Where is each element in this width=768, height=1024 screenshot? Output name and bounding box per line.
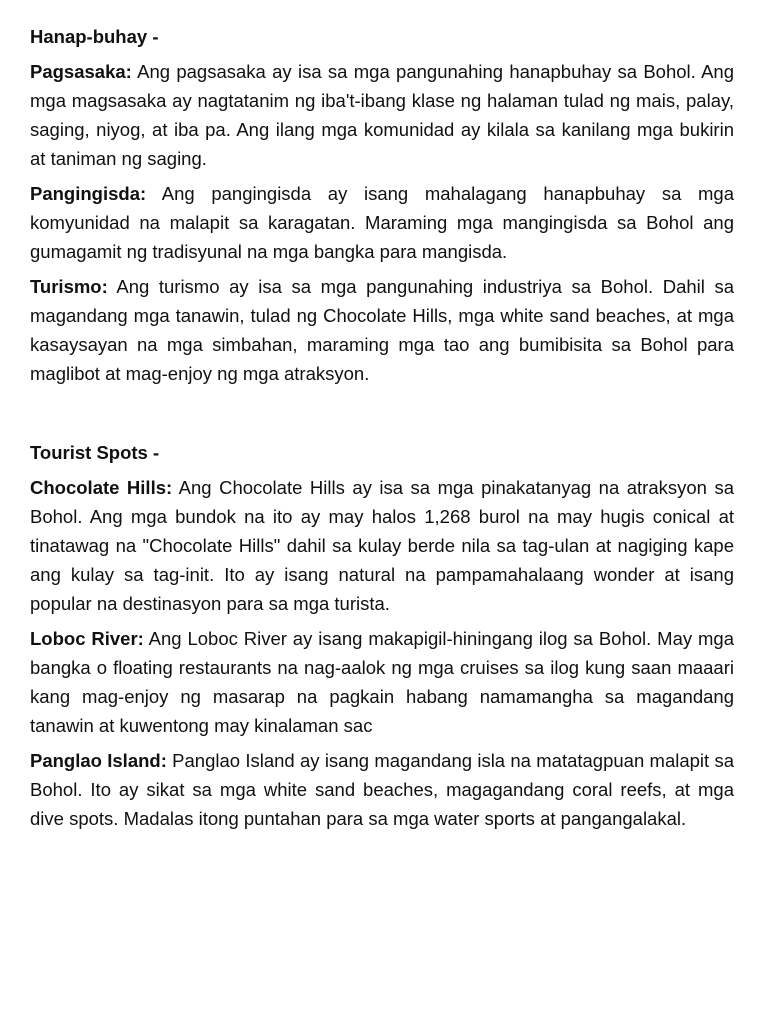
paragraph-term: Pangingisda: [30, 183, 147, 204]
section-tourist-spots [30, 438, 734, 833]
paragraph-term: Chocolate Hills: [30, 477, 173, 498]
section-spacer [30, 394, 734, 438]
paragraph-text: Ang pangingisda ay isang mahalagang hanapbuhay sa mga komyunidad na malapit sa karagatan. Maraming mga mangingisda sa Bohol ang gumagamit ng tradisyunal na mga bangka para mangisda. [30, 183, 734, 262]
section-heading: Hanap-buhay - [30, 26, 159, 47]
paragraph-chocolate-hills [30, 473, 734, 618]
paragraph-text: Panglao Island ay isang magandang isla na matatagpuan malapit sa Bohol. Ito ay sikat sa mga white sand beaches, magagandang coral reefs, at mga dive spots. Madalas itong puntahan para sa mga water sports at pangangalakal. [30, 750, 734, 829]
paragraph-pangingisda [30, 179, 734, 266]
paragraph-term: Pagsasaka: [30, 61, 132, 82]
section-hanap-buhay [30, 22, 734, 388]
paragraph-text: Ang turismo ay isa sa mga pangunahing industriya sa Bohol. Dahil sa magandang mga tanawin, tulad ng Chocolate Hills, mga white sand beaches, at mga kasaysayan na mga simbahan, maraming mga tao ang bumibisita sa Bohol para maglibot at mag-enjoy ng mga atraksyon. [30, 276, 734, 384]
paragraph-text: Ang pagsasaka ay isa sa mga pangunahing hanapbuhay sa Bohol. Ang mga magsasaka ay nagtatanim ng iba't-ibang klase ng halaman tulad ng mais, palay, saging, niyog, at iba pa. Ang ilang mga komunidad ay kilala sa kanilang mga bukirin at taniman ng saging. [30, 61, 734, 169]
paragraph-term: Turismo: [30, 276, 108, 297]
paragraph-term: Panglao Island: [30, 750, 167, 771]
paragraph-term: Loboc River: [30, 628, 144, 649]
document-page [30, 22, 734, 839]
section-heading: Tourist Spots - [30, 442, 160, 463]
paragraph-loboc-river [30, 624, 734, 740]
paragraph-text: Ang Chocolate Hills ay isa sa mga pinakatanyag na atraksyon sa Bohol. Ang mga bundok na ito ay may halos 1,268 burol na may hugis conical at tinatawag na "Chocolate Hills" dahil sa kulay berde nila sa tag-ulan at nagiging kape ang kulay sa tag-init. Ito ay isang natural na pampamahalaang wonder at isang popular na destinasyon para sa mga turista. [30, 477, 734, 614]
paragraph-turismo [30, 272, 734, 388]
paragraph-pagsasaka [30, 57, 734, 173]
paragraph-text: Ang Loboc River ay isang makapigil-hiningang ilog sa Bohol. May mga bangka o floating restaurants na nag-aalok ng mga cruises sa ilog kung saan maaari kang mag-enjoy ng masarap na pagkain habang namamangha sa magandang tanawin at kuwentong may kinalaman sac [30, 628, 734, 736]
paragraph-panglao-island [30, 746, 734, 833]
